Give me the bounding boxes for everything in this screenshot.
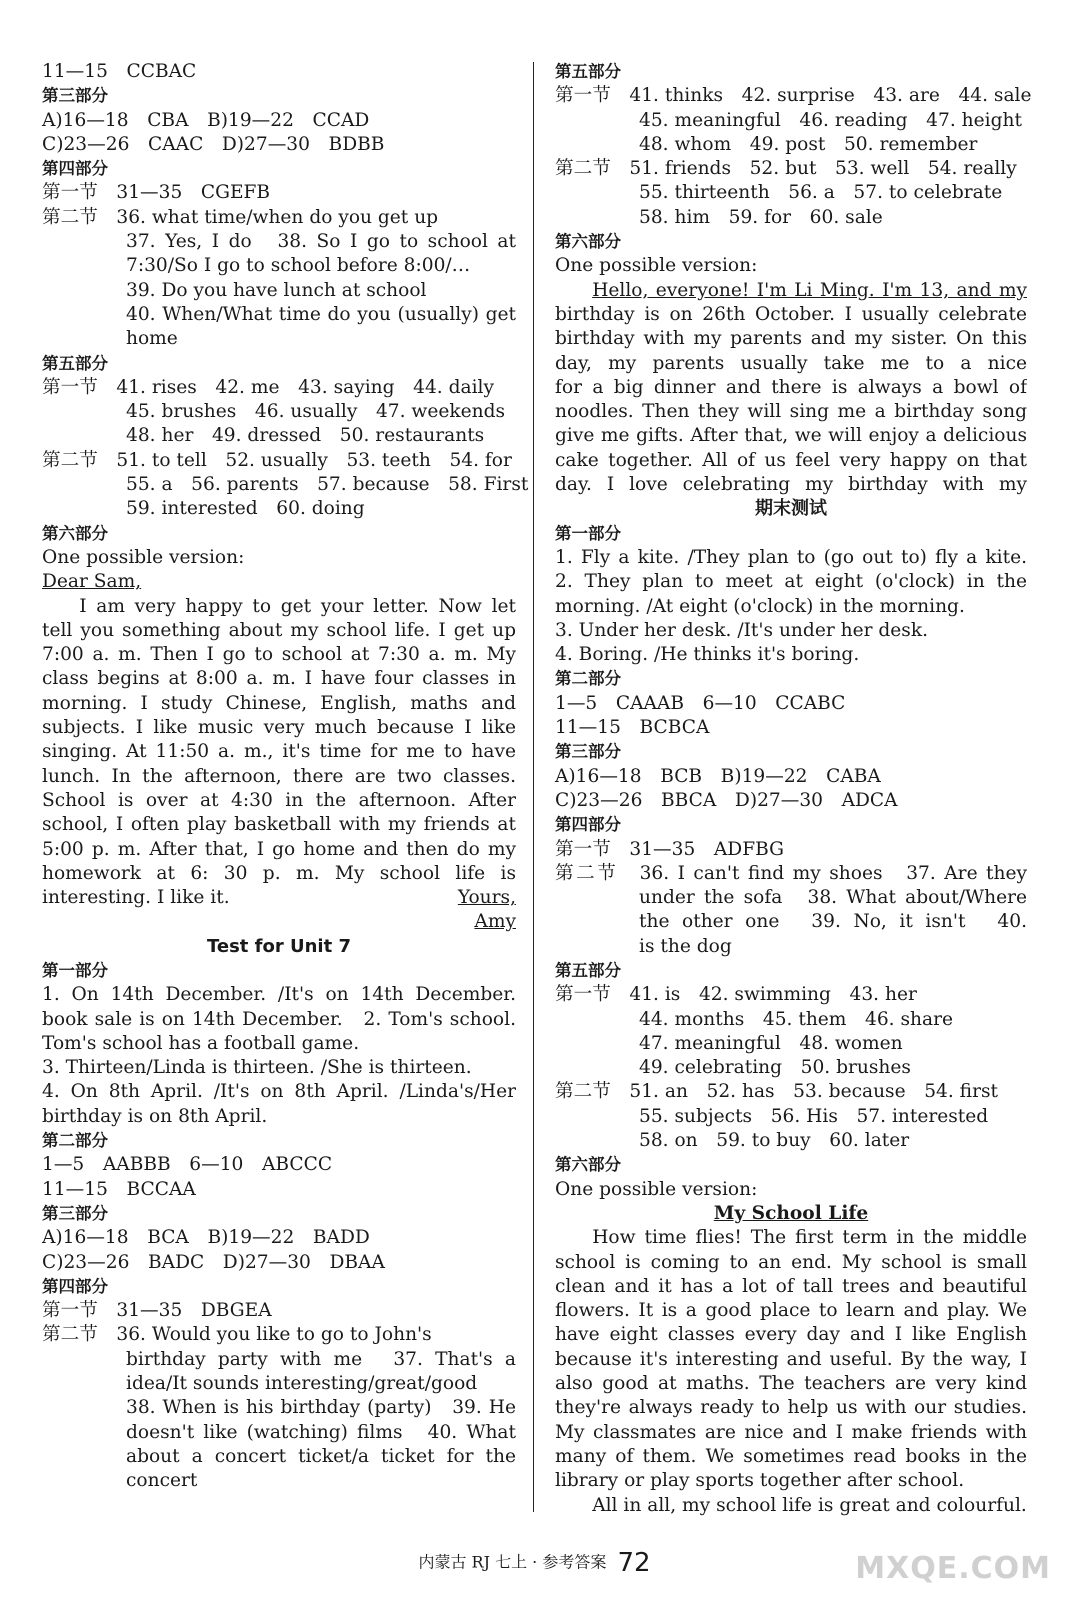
left-column-line: A)16—18 BCA B)19—22 BADD bbox=[42, 1227, 370, 1249]
left-column-line: C)23—26 BADC D)27—30 DBAA bbox=[42, 1251, 385, 1273]
right-column-line: 第五部分 bbox=[555, 62, 621, 81]
right-column-line: C)23—26 BBCA D)27—30 ADCA bbox=[555, 789, 898, 811]
right-column-line: A)16—18 BCB B)19—22 CABA bbox=[555, 765, 881, 787]
right-column-line: day. I love celebrating my birthday with my bbox=[555, 474, 1027, 496]
watermark: MXQE.COM bbox=[855, 1551, 1051, 1586]
right-column-line: 第三部分 bbox=[555, 742, 621, 762]
right-column-line: All in all, my school life is great and colourful. bbox=[592, 1494, 1027, 1516]
left-column-line: 4. On 8th April. /It's on 8th April. /Linda's/Her bbox=[42, 1081, 516, 1103]
left-column bbox=[42, 60, 529, 1494]
right-column-line: they're always ready to help us with our studies. bbox=[555, 1397, 1027, 1419]
left-column-line: 48. her 49. dressed 50. restaurants bbox=[126, 425, 485, 447]
left-column-line: 第六部分 bbox=[42, 523, 108, 543]
right-column-line: Hello, everyone! I'm Li Ming. I'm 13, and my bbox=[592, 279, 1027, 301]
right-column-line: 第一节 41. thinks 42. surprise 43. are 44. sale bbox=[555, 85, 1032, 107]
right-column-line: clean and it has a lot of tall trees and beautiful bbox=[555, 1275, 1027, 1297]
left-column-line: 第一节 31—35 CGEFB bbox=[42, 182, 271, 204]
right-column-line: One possible version: bbox=[555, 255, 758, 277]
left-column-line: 第四部分 bbox=[42, 1276, 108, 1296]
left-column-line: 第五部分 bbox=[42, 353, 108, 373]
right-column-line: 1. Fly a kite. /They plan to (go out to) fly a kite. bbox=[555, 546, 1027, 568]
left-column-line: 11—15 BCCAA bbox=[42, 1178, 196, 1200]
right-column-line: under the sofa 38. What about/Where bbox=[639, 887, 1027, 909]
left-column-line: school, I often play basketball with my friends at bbox=[42, 814, 516, 836]
left-column-line: 37. Yes, I do 38. So I go to school at bbox=[126, 231, 516, 253]
right-column-line: One possible version: bbox=[555, 1178, 758, 1200]
closing-word: Yours, bbox=[457, 887, 516, 909]
right-column-line: 11—15 BCBCA bbox=[555, 717, 710, 739]
right-column-line: 第一部分 bbox=[555, 523, 621, 543]
left-column-line: 5:00 p. m. After that, I go home and then do my bbox=[42, 838, 516, 860]
right-column-line: My School Life bbox=[713, 1202, 869, 1224]
footer-label: 内蒙古 RJ 七上 · 参考答案 bbox=[418, 1552, 607, 1572]
right-column-line: How time flies! The first term in the middle bbox=[592, 1227, 1027, 1249]
left-column-line: One possible version: bbox=[42, 546, 245, 568]
right-column-line: 第六部分 bbox=[555, 232, 621, 252]
right-column-line: library or play sports together after school. bbox=[555, 1470, 965, 1492]
right-column-line: 第二部分 bbox=[555, 669, 621, 689]
left-column-line: Amy bbox=[474, 911, 516, 933]
left-column-line: 第三部分 bbox=[42, 86, 108, 106]
left-column-line: 38. When is his birthday (party) 39. He bbox=[126, 1397, 516, 1419]
right-column-line: 45. meaningful 46. reading 47. height bbox=[639, 109, 1022, 131]
left-column-line: 7:30/So I go to school before 8:00/… bbox=[126, 255, 471, 277]
left-column-line: home bbox=[126, 328, 178, 350]
left-column-line: doesn't like (watching) films 40. What bbox=[126, 1421, 516, 1443]
left-column-line: 45. brushes 46. usually 47. weekends bbox=[126, 401, 506, 423]
right-column-line: day, my parents usually take me to a nice bbox=[555, 352, 1027, 374]
left-column-line: 第一部分 bbox=[42, 960, 108, 980]
line-text: interesting. I like it. bbox=[42, 887, 230, 909]
left-column-line: 40. When/What time do you (usually) get bbox=[126, 303, 516, 325]
left-column-line: 3. Thirteen/Linda is thirteen. /She is thirteen. bbox=[42, 1057, 472, 1079]
right-column-line: 第四部分 bbox=[555, 815, 621, 835]
right-column-line: My classmates are nice and I make friends with bbox=[555, 1421, 1027, 1443]
right-column-line: 第二节 51. friends 52. but 53. well 54. really bbox=[555, 158, 1017, 180]
right-column-line: 58. on 59. to buy 60. later bbox=[639, 1130, 910, 1152]
right-column-line: 第一节 31—35 ADFBG bbox=[555, 838, 784, 860]
right-column-line: morning. /At eight (o'clock) in the morning. bbox=[555, 595, 965, 617]
left-column-line: morning. I study Chinese, English, maths and bbox=[42, 692, 516, 714]
left-column-line: C)23—26 CAAC D)27—30 BDBB bbox=[42, 133, 385, 155]
right-column-line: 第二节 36. I can't find my shoes 37. Are they bbox=[555, 862, 1027, 884]
right-column-line: also good at maths. The teachers are very kind bbox=[555, 1373, 1027, 1395]
right-column-line: 48. whom 49. post 50. remember bbox=[639, 133, 978, 155]
left-column-line: A)16—18 CBA B)19—22 CCAD bbox=[42, 109, 370, 131]
left-column-line: Dear Sam, bbox=[42, 571, 142, 593]
left-column-line: 第二部分 bbox=[42, 1131, 108, 1151]
right-column-line: flowers. It is a good place to learn and play. We bbox=[555, 1300, 1027, 1322]
right-column-line: many of them. We sometimes read books in the bbox=[555, 1445, 1027, 1467]
left-column-line: lunch. In the afternoon, there are two classes. bbox=[42, 765, 516, 787]
left-column-line: homework at 6: 30 p. m. My school life is bbox=[42, 862, 516, 884]
left-column-line: Tom's school has a football game. bbox=[42, 1032, 360, 1054]
right-column-line: school is coming to an end. My school is small bbox=[555, 1251, 1027, 1273]
left-column-line: birthday is on 8th April. bbox=[42, 1105, 268, 1127]
right-column-line: 2. They plan to meet at eight (o'clock) in the bbox=[555, 571, 1027, 593]
left-column-line: 第一节 31—35 DBGEA bbox=[42, 1300, 272, 1322]
left-column-line: 55. a 56. parents 57. because 58. First bbox=[126, 474, 529, 496]
right-column-line: 第一节 41. is 42. swimming 43. her bbox=[555, 984, 917, 1006]
left-column-line: 第三部分 bbox=[42, 1203, 108, 1223]
right-column-line: birthday is on 26th October. I usually celebrate bbox=[555, 303, 1027, 325]
left-column-line: I am very happy to get your letter. Now let bbox=[79, 595, 516, 617]
right-column-line: 1—5 CAAAB 6—10 CCABC bbox=[555, 692, 846, 714]
page-number: 72 bbox=[617, 1548, 651, 1578]
left-column-line: 7:00 a. m. Then I go to school at 7:30 a. m. My bbox=[42, 644, 516, 666]
left-column-line bbox=[42, 886, 516, 910]
right-column-line: for a big dinner and there is always a bowl of bbox=[555, 376, 1027, 398]
right-column bbox=[555, 60, 1032, 1518]
right-column-line: 58. him 59. for 60. sale bbox=[639, 206, 883, 228]
left-column-line: Test for Unit 7 bbox=[206, 935, 352, 957]
left-column-line: 1—5 AABBB 6—10 ABCCC bbox=[42, 1154, 333, 1176]
right-column-line: 49. celebrating 50. brushes bbox=[639, 1057, 911, 1079]
left-column-line: 39. Do you have lunch at school bbox=[126, 279, 427, 301]
right-column-line: 期末测试 bbox=[755, 498, 827, 520]
right-column-line: the other one 39. No, it isn't 40. bbox=[639, 911, 1027, 933]
left-column-line: class begins at 8:00 a. m. I have four classes in bbox=[42, 668, 516, 690]
left-column-line: singing. At 11:50 a. m., it's time for me to have bbox=[42, 741, 516, 763]
column-divider bbox=[533, 62, 534, 1512]
left-column-line: 1. On 14th December. /It's on 14th December. bbox=[42, 984, 516, 1006]
left-column-line: 第四部分 bbox=[42, 159, 108, 179]
left-column-line: birthday party with me 37. That's a bbox=[126, 1348, 516, 1370]
right-column-line: 第六部分 bbox=[555, 1155, 621, 1175]
right-column-line: cake together. All of us feel very happy on that bbox=[555, 449, 1027, 471]
right-column-line: give me gifts. After that, we will enjoy a delicious bbox=[555, 425, 1027, 447]
left-column-line: tell you something about my school life. I get up bbox=[42, 619, 516, 641]
left-column-line: 59. interested 60. doing bbox=[126, 498, 365, 520]
right-column-line: birthday with my parents and my sister. On this bbox=[555, 328, 1027, 350]
right-column-line: 3. Under her desk. /It's under her desk. bbox=[555, 619, 929, 641]
left-column-line: book sale is on 14th December. 2. Tom's school. bbox=[42, 1008, 516, 1030]
left-column-line: School is over at 4:30 in the afternoon. After bbox=[42, 789, 516, 811]
right-column-line: 55. subjects 56. His 57. interested bbox=[639, 1105, 989, 1127]
left-column-line: 第二节 36. what time/when do you get up bbox=[42, 206, 439, 228]
left-column-line: concert bbox=[126, 1470, 198, 1492]
left-column-line: 第二节 36. Would you like to go to John's bbox=[42, 1324, 432, 1346]
left-column-line: idea/It sounds interesting/great/good bbox=[126, 1373, 478, 1395]
right-column-line: noodles. Then they will sing me a birthday song bbox=[555, 401, 1027, 423]
left-column-line: about a concert ticket/a ticket for the bbox=[126, 1445, 516, 1467]
right-column-line: is the dog bbox=[639, 935, 732, 957]
left-column-line: 11—15 CCBAC bbox=[42, 61, 197, 82]
right-column-line: because it's interesting and useful. By the way, I bbox=[555, 1348, 1027, 1370]
right-column-line: 55. thirteenth 56. a 57. to celebrate bbox=[639, 182, 1003, 204]
right-column-line: 47. meaningful 48. women bbox=[639, 1032, 903, 1054]
right-column-line: 4. Boring. /He thinks it's boring. bbox=[555, 644, 860, 666]
right-column-line: have eight classes every day and I like English bbox=[555, 1324, 1027, 1346]
left-column-line: subjects. I like music very much because I like bbox=[42, 717, 516, 739]
right-column-line: 第二节 51. an 52. has 53. because 54. first bbox=[555, 1081, 998, 1103]
right-column-line: 第五部分 bbox=[555, 960, 621, 980]
right-column-line: 44. months 45. them 46. share bbox=[639, 1008, 953, 1030]
left-column-line: 第二节 51. to tell 52. usually 53. teeth 54. for bbox=[42, 449, 512, 471]
left-column-line: 第一节 41. rises 42. me 43. saying 44. daily bbox=[42, 376, 494, 398]
